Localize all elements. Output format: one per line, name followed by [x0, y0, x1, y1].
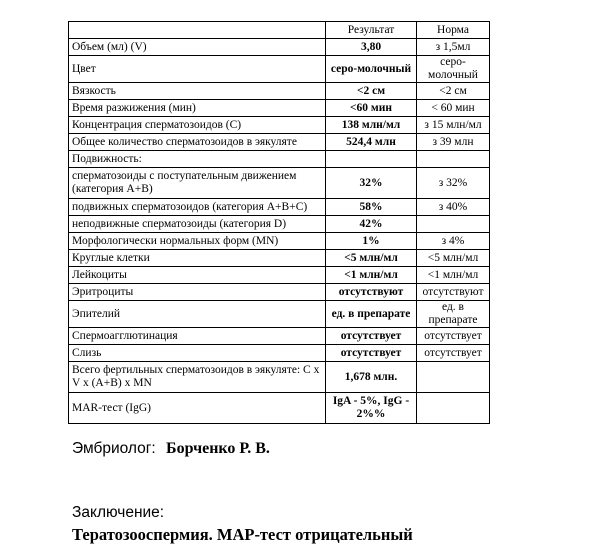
table-row	[69, 233, 490, 250]
table-row	[69, 345, 490, 362]
table-row	[69, 168, 490, 199]
norm-cell: <5 млн/мл	[417, 250, 490, 267]
embryologist-label: Эмбриолог:	[72, 440, 156, 457]
norm-cell: < 60 мин	[417, 100, 490, 117]
norm-cell: з 39 млн	[417, 134, 490, 151]
parameter-cell: Эпителий	[69, 301, 326, 328]
table-row	[69, 328, 490, 345]
result-cell: <5 млн/мл	[326, 250, 417, 267]
norm-cell: <1 млн/мл	[417, 267, 490, 284]
embryologist-line	[72, 440, 270, 458]
result-cell: <1 млн/мл	[326, 267, 417, 284]
result-cell: 58%	[326, 199, 417, 216]
result-cell: отсутствует	[326, 345, 417, 362]
norm-cell	[417, 393, 490, 424]
result-cell: отсутствует	[326, 328, 417, 345]
embryologist-name: Борченко Р. В.	[166, 440, 270, 457]
table-row	[69, 284, 490, 301]
norm-cell: з 15 млн/мл	[417, 117, 490, 134]
result-cell: 1%	[326, 233, 417, 250]
norm-cell: ед. в препарате	[417, 301, 490, 328]
table-row	[69, 151, 490, 168]
table-header-row	[69, 22, 490, 39]
table-row	[69, 362, 490, 393]
parameter-cell: подвижных сперматозоидов (категория А+В+С)	[69, 199, 326, 216]
parameter-cell: MAR-тест (IgG)	[69, 393, 326, 424]
header-result: Результат	[326, 22, 417, 39]
result-cell: IgA - 5%, IgG - 2%%	[326, 393, 417, 424]
parameter-cell: Слизь	[69, 345, 326, 362]
table-row	[69, 39, 490, 56]
result-cell: 3,80	[326, 39, 417, 56]
conclusion-label: Заключение:	[72, 504, 165, 521]
parameter-cell: Всего фертильных сперматозоидов в эякуляте: C x V x (A+B) x MN	[69, 362, 326, 393]
parameter-cell: Общее количество сперматозоидов в эякуляте	[69, 134, 326, 151]
parameter-cell: Лейкоциты	[69, 267, 326, 284]
parameter-cell: Круглые клетки	[69, 250, 326, 267]
parameter-cell: неподвижные сперматозоиды (категория D)	[69, 216, 326, 233]
norm-cell	[417, 362, 490, 393]
semen-analysis-table	[68, 21, 490, 424]
table-row	[69, 199, 490, 216]
result-cell: 32%	[326, 168, 417, 199]
norm-cell: отсутствует	[417, 328, 490, 345]
norm-cell: з 40%	[417, 199, 490, 216]
table-row	[69, 216, 490, 233]
parameter-cell: Подвижность:	[69, 151, 326, 168]
table-row	[69, 83, 490, 100]
result-cell: <2 см	[326, 83, 417, 100]
norm-cell: <2 см	[417, 83, 490, 100]
norm-cell: з 4%	[417, 233, 490, 250]
result-cell	[326, 151, 417, 168]
table-row	[69, 134, 490, 151]
parameter-cell: Вязкость	[69, 83, 326, 100]
result-cell: отсутствуют	[326, 284, 417, 301]
header-norm: Норма	[417, 22, 490, 39]
norm-cell: отсутствуют	[417, 284, 490, 301]
table-row	[69, 56, 490, 83]
parameter-cell: Цвет	[69, 56, 326, 83]
table-row	[69, 250, 490, 267]
parameter-cell: Спермоагглютинация	[69, 328, 326, 345]
table-row	[69, 100, 490, 117]
result-cell: ед. в препарате	[326, 301, 417, 328]
parameter-cell: Эритроциты	[69, 284, 326, 301]
table-row	[69, 117, 490, 134]
norm-cell: з 32%	[417, 168, 490, 199]
result-cell: 138 млн/мл	[326, 117, 417, 134]
conclusion-text: Тератозооспермия. MAP-тест отрицательный	[72, 525, 413, 544]
result-cell: 524,4 млн	[326, 134, 417, 151]
result-cell: <60 мин	[326, 100, 417, 117]
result-cell: серо-молочный	[326, 56, 417, 83]
header-parameter	[69, 22, 326, 39]
result-cell: 42%	[326, 216, 417, 233]
parameter-cell: Концентрация сперматозоидов (С)	[69, 117, 326, 134]
norm-cell	[417, 151, 490, 168]
parameter-cell: Время разжижения (мин)	[69, 100, 326, 117]
table-row	[69, 267, 490, 284]
norm-cell: отсутствует	[417, 345, 490, 362]
norm-cell: серо-молочный	[417, 56, 490, 83]
norm-cell: з 1,5мл	[417, 39, 490, 56]
table-row	[69, 301, 490, 328]
parameter-cell: Морфологически нормальных форм (MN)	[69, 233, 326, 250]
parameter-cell: сперматозоиды с поступательным движением (категория А+В)	[69, 168, 326, 199]
parameter-cell: Объем (мл) (V)	[69, 39, 326, 56]
table-row	[69, 393, 490, 424]
result-cell: 1,678 млн.	[326, 362, 417, 393]
norm-cell	[417, 216, 490, 233]
